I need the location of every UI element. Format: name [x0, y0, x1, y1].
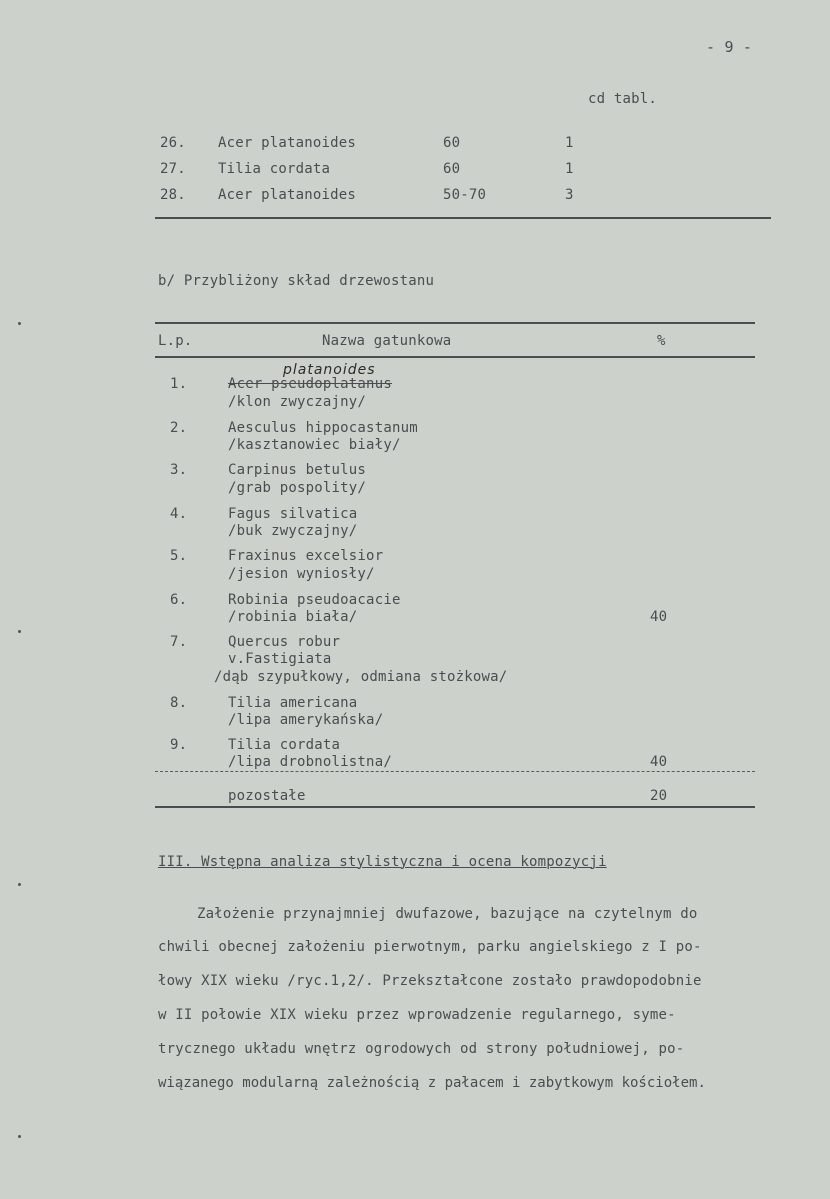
latin-name: Acer pseudoplatanus [228, 376, 392, 392]
latin-name: Tilia cordata [228, 737, 341, 753]
column-header-percent: % [657, 333, 666, 349]
common-name: /robinia biała/ [228, 609, 358, 625]
row-number: 26. [160, 135, 186, 151]
species-name: Tilia cordata [218, 161, 331, 177]
page-number: - 9 - [706, 38, 753, 56]
table-a-bottom-rule [155, 217, 771, 219]
common-name: /kasztanowiec biały/ [228, 437, 401, 453]
common-name: /lipa amerykańska/ [228, 712, 384, 728]
species-name: Acer platanoides [218, 135, 357, 151]
table-b-bottom-rule [155, 806, 755, 808]
common-name: /jesion wyniosły/ [228, 566, 375, 582]
common-name: /grab pospolity/ [228, 480, 367, 496]
paragraph-line: Założenie przynajmniej dwufazowe, bazujące na czytelnym do [197, 906, 698, 922]
age-value: 50-70 [443, 187, 487, 203]
percent-value: 40 [650, 754, 668, 770]
subtotal-rule [155, 771, 755, 772]
continuation-note: cd tabl. [588, 91, 658, 107]
latin-name: Quercus robur [228, 634, 341, 650]
handwritten-correction: platanoides [283, 362, 376, 378]
latin-name: Carpinus betulus [228, 462, 367, 478]
latin-name: Tilia americana [228, 695, 358, 711]
row-number: 6. [170, 592, 188, 608]
common-name: /lipa drobnolistna/ [228, 754, 392, 770]
punch-hole [18, 630, 21, 633]
column-header-lp: L.p. [158, 333, 193, 349]
row-number: 8. [170, 695, 188, 711]
latin-name: Fagus silvatica [228, 506, 358, 522]
paragraph-line: w II połowie XIX wieku przez wprowadzenie regularnego, syme- [158, 1007, 676, 1023]
latin-name: Robinia pseudoacacie [228, 592, 401, 608]
latin-name: Fraxinus excelsior [228, 548, 384, 564]
punch-hole [18, 883, 21, 886]
row-number: 9. [170, 737, 188, 753]
remainder-label: pozostałe [228, 788, 306, 804]
row-number: 28. [160, 187, 186, 203]
row-number: 27. [160, 161, 186, 177]
common-name: /dąb szypułkowy, odmiana stożkowa/ [214, 669, 508, 685]
punch-hole [18, 1135, 21, 1138]
age-value: 60 [443, 135, 461, 151]
paragraph-line: łowy XIX wieku /ryc.1,2/. Przekształcone zostało prawdopodobnie [158, 973, 702, 989]
count-value: 1 [565, 161, 574, 177]
row-number: 5. [170, 548, 188, 564]
variety-name: v.Fastigiata [228, 651, 332, 667]
remainder-percent: 20 [650, 788, 668, 804]
punch-hole [18, 322, 21, 325]
row-number: 2. [170, 420, 188, 436]
paragraph-line: trycznego układu wnętrz ogrodowych od strony południowej, po- [158, 1041, 685, 1057]
paragraph-line: wiązanego modularną zależnością z pałacem i zabytkowym kościołem. [158, 1075, 706, 1091]
common-name: /buk zwyczajny/ [228, 523, 358, 539]
count-value: 3 [565, 187, 574, 203]
row-number: 4. [170, 506, 188, 522]
row-number: 3. [170, 462, 188, 478]
section-iii-heading: III. Wstępna analiza stylistyczna i ocena kompozycji [158, 854, 607, 870]
row-number: 1. [170, 376, 188, 392]
section-b-heading: b/ Przybliżony skład drzewostanu [158, 273, 435, 289]
species-name: Acer platanoides [218, 187, 357, 203]
row-number: 7. [170, 634, 188, 650]
table-b-top-rule [155, 322, 755, 324]
latin-name: Aesculus hippocastanum [228, 420, 418, 436]
table-b-header-rule [155, 356, 755, 358]
count-value: 1 [565, 135, 574, 151]
column-header-name: Nazwa gatunkowa [322, 333, 452, 349]
age-value: 60 [443, 161, 461, 177]
common-name: /klon zwyczajny/ [228, 394, 367, 410]
paragraph-line: chwili obecnej założeniu pierwotnym, parku angielskiego z I po- [158, 939, 702, 955]
percent-value: 40 [650, 609, 668, 625]
